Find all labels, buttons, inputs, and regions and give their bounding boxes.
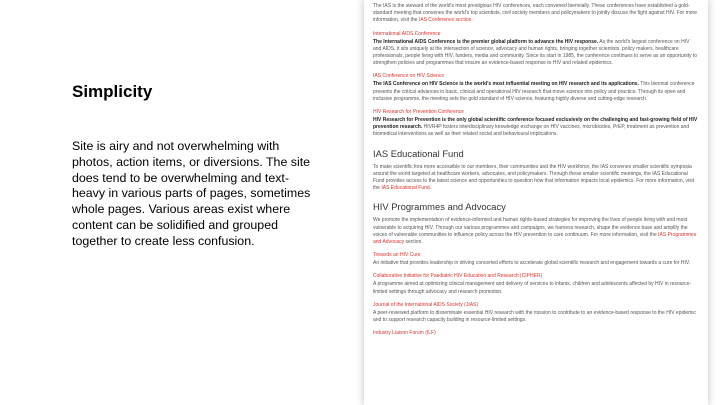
programmes-link[interactable]: IAS Programmes and Advocacy <box>373 231 697 246</box>
conference-lead: HIV Research for Prevention is the only global scientific conference focused exclusively on the challenging and fast-growing field of HIV prevention research. <box>373 117 698 131</box>
ias-conference-link[interactable]: IAS Conference section. <box>418 17 473 24</box>
list-item <box>373 330 699 337</box>
list-item <box>373 273 699 295</box>
programmes-paragraph <box>373 217 699 246</box>
conference-block-science <box>373 73 699 103</box>
programme-description: A programme aimed at optimizing clinical management and delivery of services to infants, children and adolescents affected by HIV in resource-limited settings through advocacy and research promotion. <box>373 281 692 295</box>
conference-block-prevention <box>373 109 699 139</box>
slide-text-panel <box>72 0 322 405</box>
intro-paragraph <box>373 3 699 25</box>
conference-text: As the world's largest conference on HIV and AIDS, it sits uniquely at the intersection of science, advocacy and human rights, bringing together scientists, policy makers, healthcare professionals, people living with HIV, funders, media and community. Since its start in 1985, the conference continues to serve as an opportunity to strengthen policies and programmes that ensure an evidence-based response to HIV and related epidemics. <box>373 38 698 67</box>
website-content <box>364 0 708 337</box>
intro-text: The IAS is the steward of the world's most prestigious HIV conferences, each convened biennially. These conferences have established a gold-standard meeting that convenes the world's top scientists, civil society members and policymakers to jointly discuss the fight against HIV. For more information, visit the <box>373 3 697 24</box>
slide-body-text: Site is airy and not overwhelming with photos, action items, or diversions. The site does tend to be overwhelming and text-heavy in various parts of pages, sometimes whole pages. Various areas exist where content can be solidified and grouped together to create less confusion. <box>72 139 311 248</box>
conference-heading-link[interactable]: International AIDS Conference <box>373 30 441 37</box>
list-item <box>373 302 699 324</box>
programme-heading-link[interactable]: Towards an HIV Cure <box>373 252 421 259</box>
educational-fund-text: To make scientific fora more accessible to our members, their communities and the HIV workforce, the IAS convenes smaller scientific symposia around the world targeted at healthcare workers, advocates, and policymakers. Through these smaller scientific meetings, the IAS Educational Fund provides access to the latest science and opportunities to question how that information impacts local epidemics. For more information, visit the <box>373 163 694 192</box>
conference-lead: The International AIDS Conference is the premier global platform to advance the HIV response. <box>373 38 599 45</box>
programmes-heading: HIV Programmes and Advocacy <box>373 201 506 213</box>
programmes-text: We promote the implementation of evidence-informed and human rights-based strategies for improving the lives of people living with and most vulnerable to acquiring HIV. Through our various programmes and campaigns, we harness research, shape the evidence base and amplify the voices of vulnerable communities to influence policy across the HIV prevention to care continuum. For more information, visit the <box>373 217 688 238</box>
conference-description <box>373 39 699 68</box>
programme-heading-link[interactable]: Collaborative Initiative for Paediatric HIV Education and Research (CIPHER) <box>373 273 543 280</box>
conference-text: This biennial conference presents the critical advances in basic, clinical and operational HIV research that move science into policy and practice. Through its open and inclusive programme, the meeting sets the gold standard of HIV science, featuring highly diverse and cutting-edge research. <box>373 81 695 102</box>
website-screenshot <box>364 0 708 405</box>
conference-description <box>373 81 699 103</box>
slide-title: Simplicity <box>72 82 153 101</box>
educational-fund-link[interactable]: IAS Educational Fund. <box>381 185 432 192</box>
conference-block-aids <box>373 31 699 68</box>
conference-description <box>373 117 699 139</box>
programme-heading-link[interactable]: Industry Liaison Forum (ILF) <box>373 330 436 337</box>
programme-heading-link[interactable]: Journal of the International AIDS Society (JIAS) <box>373 301 479 308</box>
programme-description: An initiative that provides leadership in driving concerted efforts to accelerate global scientific research and engagement towards a cure for HIV. <box>373 260 691 267</box>
conference-text: HIVR4P fosters interdisciplinary knowledge exchange on HIV vaccines, microbicides, PrEP, treatment as prevention and biomedical interventions as well as their related social and behavioural implications. <box>373 124 690 138</box>
programme-description: A peer-reviewed platform to disseminate essential HIV research with the mission to contribute to an evidence-based response to the HIV epidemic and to support research capacity building in resource-limited settings. <box>373 309 696 324</box>
educational-fund-paragraph <box>373 164 699 193</box>
conference-heading-link[interactable]: HIV Research for Prevention Conference <box>373 109 464 116</box>
conference-heading-link[interactable]: IAS Conference on HIV Science <box>373 73 445 80</box>
list-item <box>373 252 699 267</box>
educational-fund-heading: IAS Educational Fund <box>373 147 464 159</box>
conference-lead: The IAS Conference on HIV Science is the world's most influential meeting on HIV research and its applications. <box>373 81 639 88</box>
programmes-suffix: section. <box>404 239 423 246</box>
